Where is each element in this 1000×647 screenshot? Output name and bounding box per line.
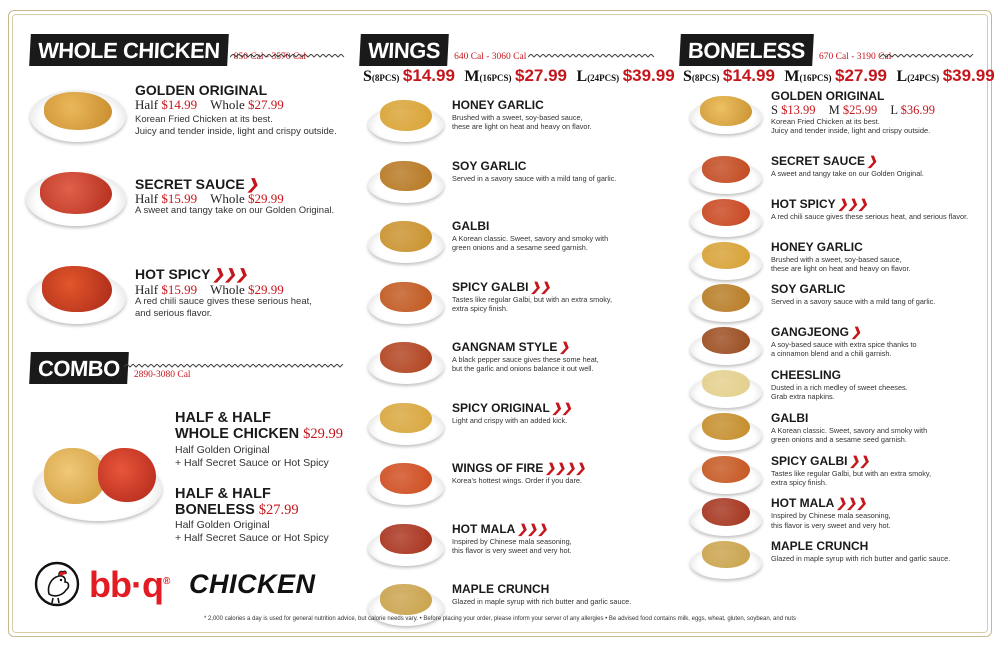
- dish-description: Tastes like regular Galbi, but with an extra smoky, extra spicy finish.: [452, 294, 613, 313]
- chili-pepper-icon: ❯❯: [530, 279, 551, 294]
- dish-description: Tastes like regular Galbi, but with an extra smoky, extra spicy finish.: [771, 468, 932, 487]
- wings-header: [360, 34, 526, 66]
- dish-name: GALBI: [452, 219, 490, 233]
- dish-description: Light and crispy with an added kick.: [452, 415, 568, 425]
- dish-description: Inspired by Chinese mala seasoning, this flavor is very sweet and very hot.: [452, 536, 572, 555]
- whole-golden-original-prices: Half $14.99 Whole $27.99: [135, 97, 284, 112]
- dish-food-image: [702, 199, 751, 226]
- combo-golden-chicken-image: [44, 448, 106, 504]
- dish-food-image: [702, 413, 751, 440]
- chicken-mascot-icon: [33, 560, 81, 608]
- zigzag-divider: [124, 364, 346, 370]
- dish-description: Brushed with a sweet, soy-based sauce, these are light on heat and heavy on flavor.: [452, 113, 592, 132]
- dish-description: A soy-based sauce with extra spice thanks to a cinnamon blend and a chili garnish.: [771, 340, 917, 359]
- dish-description: Korea's hottest wings. Order if you dare.: [452, 476, 582, 485]
- dish-food-image: [380, 161, 432, 192]
- combo-whole-desc: Half Golden Original + Half Secret Sauce or Hot Spicy: [175, 444, 329, 469]
- brand-bbq-wordmark: bb·q®: [89, 564, 170, 605]
- chili-pepper-icon: ❯❯❯: [836, 496, 867, 511]
- dish-name: HOT SPICY ❯❯❯: [771, 196, 868, 211]
- whole-hot-spicy-desc: A red chili sauce gives these serious heat, and serious flavor.: [135, 296, 312, 319]
- dish-description: Brushed with a sweet, soy-based sauce, these are light on heat and heavy on flavor.: [771, 254, 911, 273]
- boneless-golden-original-chicken-image: [700, 96, 752, 126]
- hot-spicy-chicken-image: [42, 266, 112, 312]
- allergy-footnote: * 2,000 calories a day is used for general nutrition advice, but calorie needs vary. • Before placing your order, please inform your server of any allergies • Be advised food contains milk, eggs, wheat, gluten, soybean, and nuts: [203, 616, 797, 622]
- combo-boneless-name: HALF & HALF BONELESS $27.99: [175, 486, 299, 518]
- boneless-calories: 670 Cal - 3190 Cal: [819, 52, 892, 62]
- dish-food-image: [380, 342, 432, 373]
- boneless-header: [680, 34, 891, 66]
- dish-description: A Korean classic. Sweet, savory and smoky with green onions and a sesame seed garnish.: [452, 234, 609, 253]
- dish-description: Served in a savory sauce with a mild tang of garlic.: [452, 173, 617, 183]
- dish-name: HONEY GARLIC: [771, 239, 863, 254]
- wings-title: WINGS: [359, 34, 449, 66]
- dish-food-image: [380, 403, 432, 434]
- dish-name: SOY GARLIC: [452, 158, 527, 173]
- whole-hot-spicy-name: HOT SPICY ❯❯❯: [135, 266, 248, 282]
- dish-name: GANGJEONG ❯: [771, 325, 862, 340]
- dish-food-image: [380, 100, 432, 131]
- chili-pepper-icon: ❯❯❯: [837, 196, 868, 211]
- whole-chicken-calories: 850 Cal - 3570 Cal: [233, 52, 307, 62]
- whole-hot-spicy-prices: Half $15.99 Whole $29.99: [135, 282, 284, 297]
- whole-secret-sauce-name: SECRET SAUCE ❯: [135, 176, 259, 192]
- dish-name: SOY GARLIC: [771, 282, 846, 297]
- chili-pepper-icon: ❯: [867, 154, 878, 168]
- dish-description: A black pepper sauce gives these some heat, but the garlic and onions balance it out well.: [452, 355, 599, 374]
- dish-name: SPICY GALBI ❯❯: [452, 279, 551, 294]
- chili-pepper-icon: ❯❯❯: [517, 521, 548, 536]
- zigzag-divider: [880, 54, 976, 60]
- zigzag-divider: [528, 54, 658, 60]
- dish-description: Glazed in maple syrup with rich butter and garlic sauce.: [771, 554, 951, 564]
- whole-secret-sauce-prices: Half $15.99 Whole $29.99: [135, 191, 284, 206]
- combo-whole-name: HALF & HALF WHOLE CHICKEN $29.99: [175, 410, 343, 442]
- chili-pepper-icon: ❯❯❯❯: [545, 461, 586, 475]
- dish-name: MAPLE CRUNCH: [452, 582, 550, 596]
- dish-name: SPICY GALBI ❯❯: [771, 453, 870, 468]
- dish-description: A Korean classic. Sweet, savory and smoky with green onions and a sesame seed garnish.: [771, 425, 928, 444]
- dish-name: HOT MALA ❯❯❯: [452, 521, 548, 536]
- boneless-golden-original-prices: S $13.99 M $25.99 L $36.99: [771, 103, 935, 117]
- whole-chicken-title: WHOLE CHICKEN: [29, 34, 228, 66]
- dish-food-image: [702, 370, 751, 397]
- golden-original-chicken-image: [44, 92, 112, 130]
- dish-food-image: [380, 282, 432, 313]
- boneless-golden-original-desc: Korean Fried Chicken at its best. Juicy and tender inside, light and crispy outside.: [771, 117, 931, 136]
- boneless-size-prices: S(8PCS) $14.99 M(16PCS) $27.99 L(24PCS) $39.99: [683, 66, 995, 85]
- dish-food-image: [380, 584, 432, 615]
- dish-name: GALBI: [771, 410, 809, 425]
- dish-food-image: [380, 221, 432, 252]
- whole-golden-original-desc: Korean Fried Chicken at its best. Juicy and tender inside, light and crispy outside.: [135, 114, 337, 137]
- whole-chicken-header: [30, 34, 306, 66]
- brand-chicken-wordmark: CHICKEN: [189, 569, 316, 599]
- chili-pepper-icon: ❯❯: [551, 400, 572, 415]
- dish-name: HONEY GARLIC: [452, 98, 544, 112]
- chili-pepper-icon: ❯: [851, 325, 862, 340]
- wings-size-prices: S(8PCS) $14.99 M(16PCS) $27.99 L(24PCS) $39.99: [363, 66, 675, 85]
- dish-food-image: [702, 242, 751, 269]
- dish-description: A red chili sauce gives these serious heat, and serious flavor.: [771, 211, 969, 221]
- bbq-chicken-logo: [33, 560, 343, 608]
- dish-name: WINGS OF FIRE ❯❯❯❯: [452, 461, 586, 475]
- dish-description: Inspired by Chinese mala seasoning, this flavor is very sweet and very hot.: [771, 511, 891, 530]
- dish-name: MAPLE CRUNCH: [771, 539, 869, 554]
- boneless-title: BONELESS: [679, 34, 814, 66]
- combo-boneless-desc: Half Golden Original + Half Secret Sauce or Hot Spicy: [175, 519, 329, 544]
- dish-food-image: [702, 284, 751, 311]
- dish-description: A sweet and tangy take on our Golden Original.: [771, 169, 924, 178]
- dish-name: CHEESLING: [771, 368, 842, 382]
- dish-name: HOT MALA ❯❯❯: [771, 496, 867, 511]
- dish-food-image: [702, 498, 751, 525]
- chili-pepper-icon: ❯: [559, 340, 570, 354]
- dish-description: Dusted in a rich medley of sweet cheeses. Grab extra napkins.: [771, 383, 908, 402]
- chili-pepper-icon: ❯❯: [849, 453, 870, 468]
- boneless-golden-original-name: GOLDEN ORIGINAL: [771, 89, 885, 103]
- whole-golden-original-name: GOLDEN ORIGINAL: [135, 82, 268, 98]
- dish-food-image: [380, 524, 432, 555]
- zigzag-divider: [230, 54, 346, 60]
- dish-food-image: [702, 156, 751, 183]
- dish-food-image: [702, 456, 751, 483]
- dish-food-image: [380, 463, 432, 494]
- dish-name: SPICY ORIGINAL ❯❯: [452, 400, 572, 415]
- combo-spicy-chicken-image: [98, 448, 156, 502]
- dish-description: Served in a savory sauce with a mild tang of garlic.: [771, 297, 936, 307]
- secret-sauce-chicken-image: [40, 172, 112, 214]
- combo-calories: 2890-3080 Cal: [133, 370, 191, 380]
- whole-secret-sauce-desc: A sweet and tangy take on our Golden Original.: [135, 205, 335, 216]
- dish-name: SECRET SAUCE ❯: [771, 154, 878, 168]
- dish-name: GANGNAM STYLE ❯: [452, 340, 570, 354]
- combo-title: COMBO: [29, 352, 129, 384]
- wings-calories: 640 Cal - 3060 Cal: [454, 52, 527, 62]
- dish-description: Glazed in maple syrup with rich butter and garlic sauce.: [452, 597, 632, 606]
